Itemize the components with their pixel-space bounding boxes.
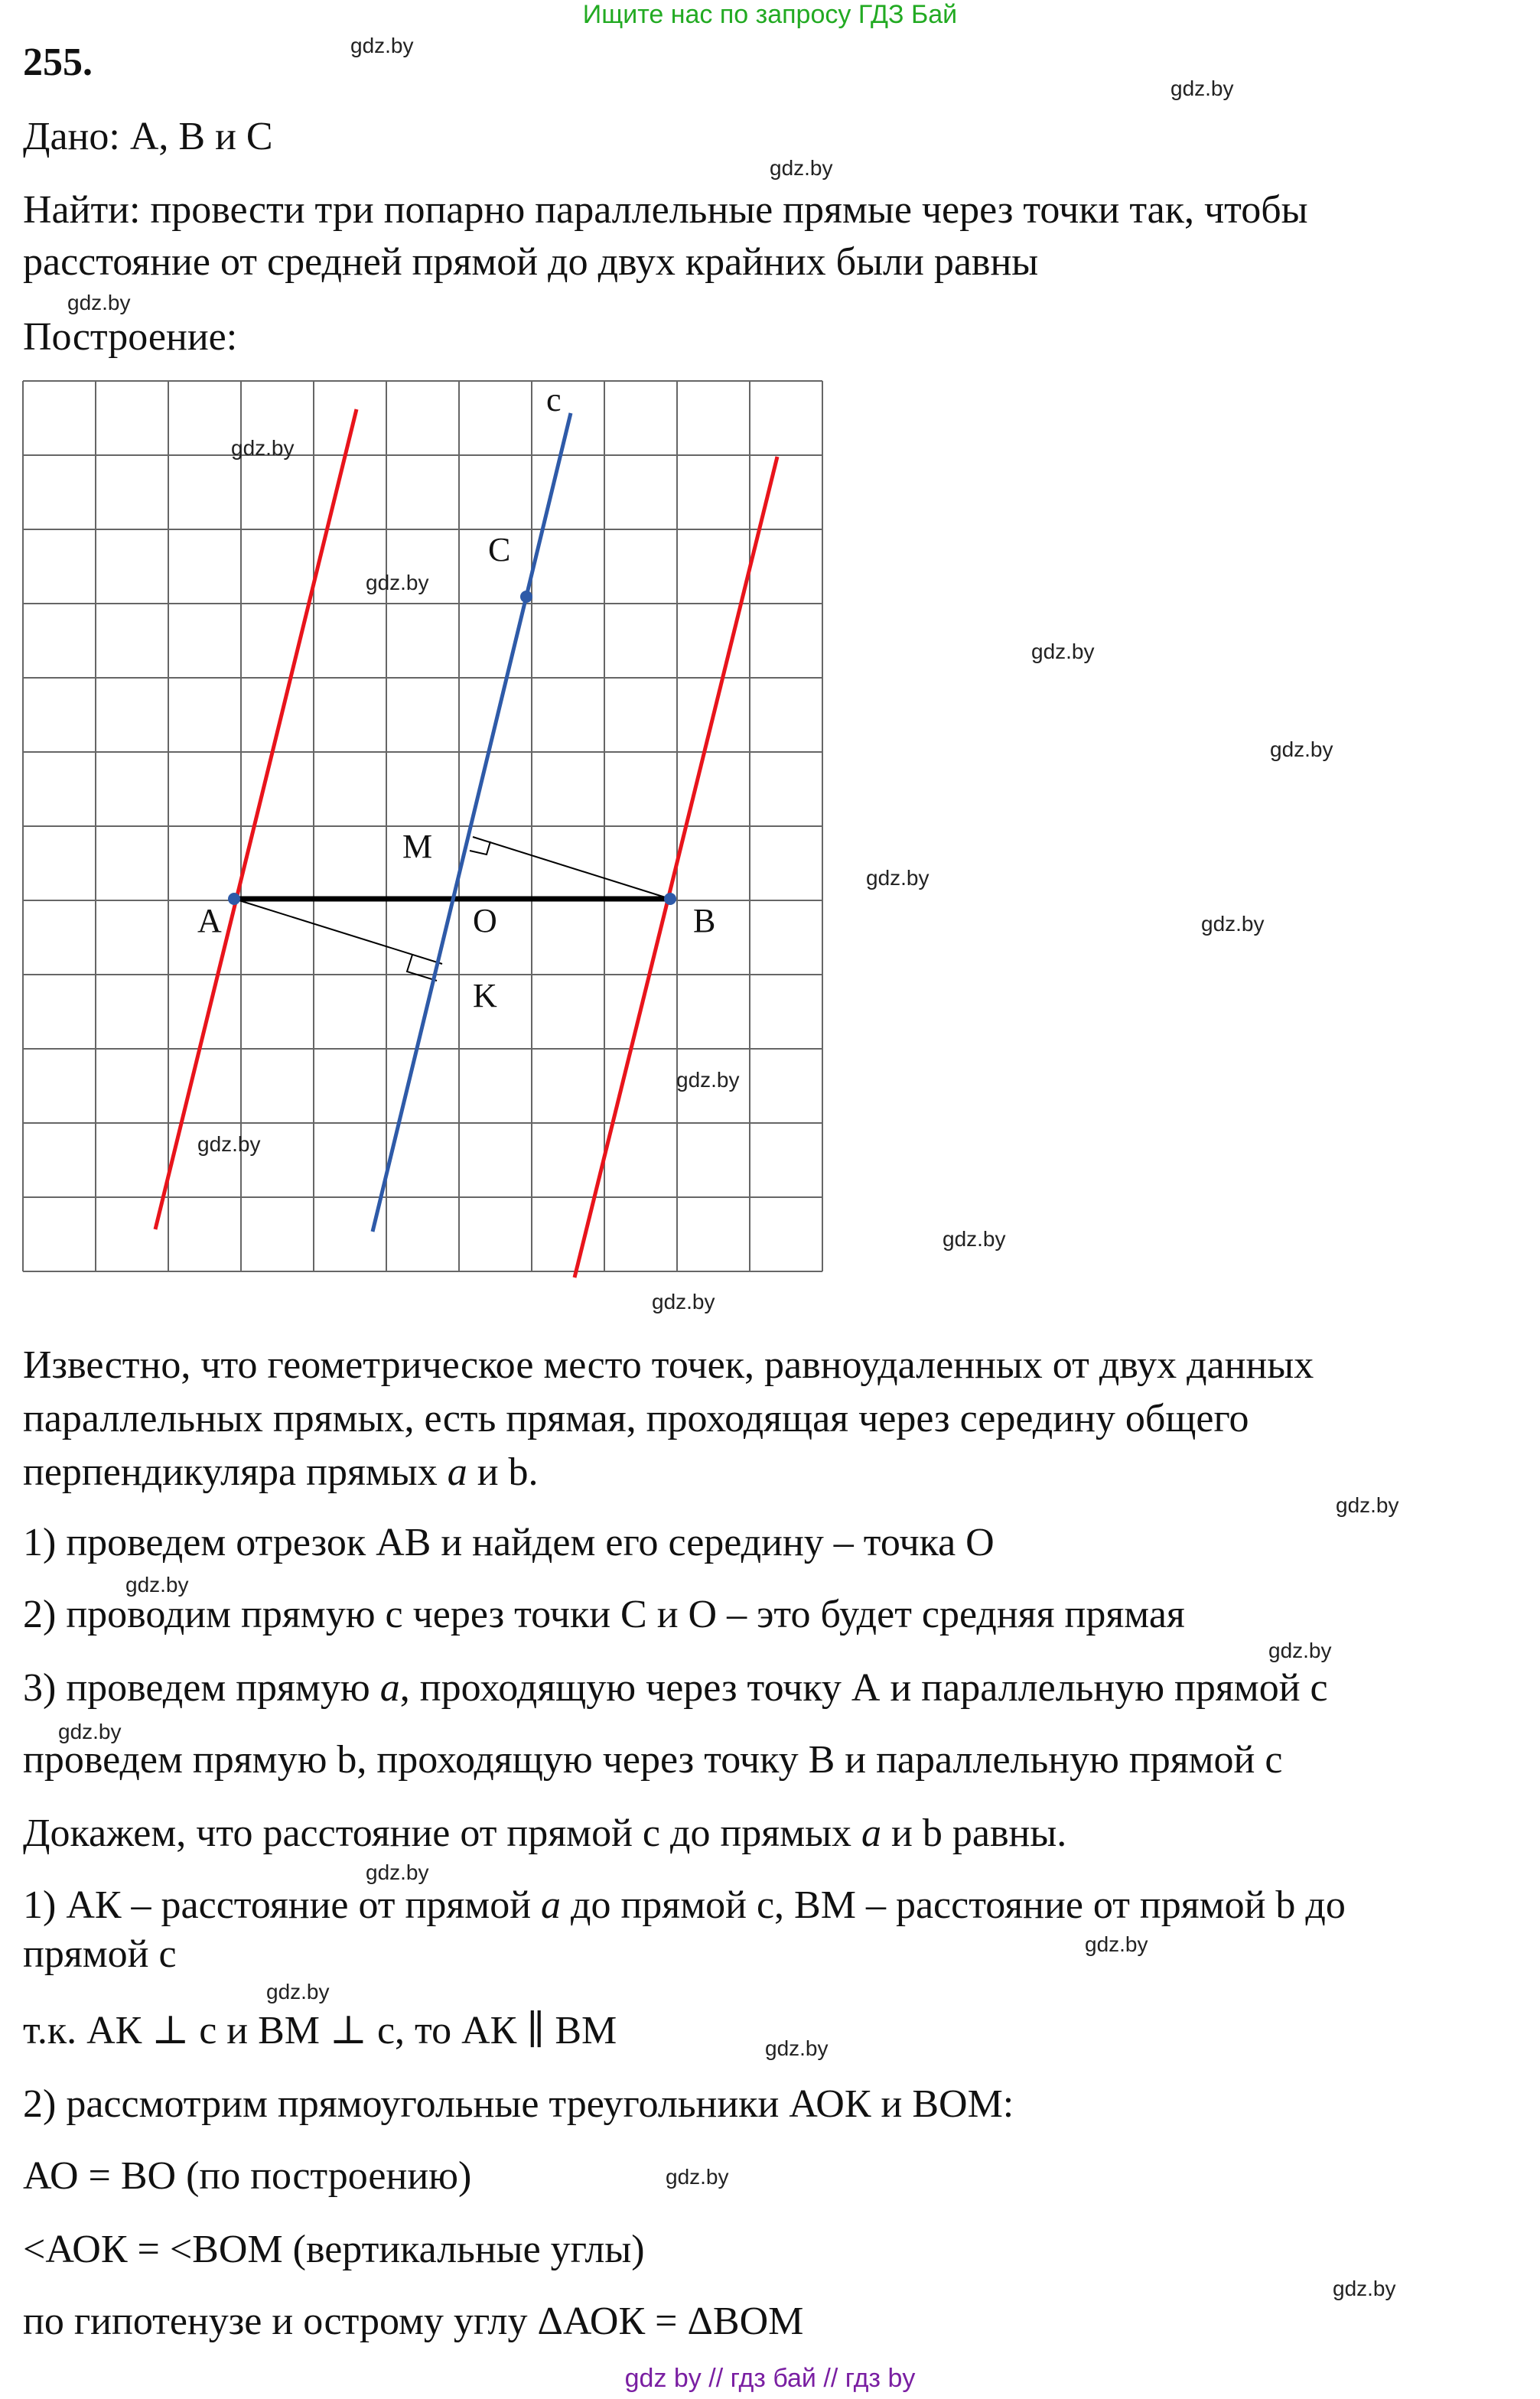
label-O: O <box>473 902 497 939</box>
proof-intro: Докажем, что расстояние от прямой с до прямых a и b равны. <box>23 1811 1067 1855</box>
watermark: gdz.by <box>125 1573 189 1597</box>
proof-conclusion: по гипотенузе и острому углу ΔАОК = ΔВОМ <box>23 2300 804 2343</box>
proof-ao: АО = ВО (по построению) <box>23 2154 472 2198</box>
proof-1-line1: 1) АК – расстояние от прямой a до прямой с, ВМ – расстояние от прямой b до <box>23 1883 1346 1927</box>
grid <box>23 381 822 1271</box>
watermark: gdz.by <box>67 291 131 314</box>
watermark: gdz.by <box>1336 1493 1399 1517</box>
watermark: gdz.by <box>666 2165 729 2189</box>
watermark: gdz.by <box>350 34 414 57</box>
body-p1-line2: параллельных прямых, есть прямая, проходящая через середину общего <box>23 1397 1249 1440</box>
right-angle-m <box>470 841 490 854</box>
body-p1-line1: Известно, что геометрическое место точек, равноудаленных от двух данных <box>23 1343 1314 1387</box>
watermark: gdz.by <box>1170 76 1234 100</box>
watermark: gdz.by <box>197 1132 261 1156</box>
watermark: gdz.by <box>366 1860 429 1884</box>
point-b <box>664 893 676 905</box>
proof-2: 2) рассмотрим прямоугольные треугольники АОК и ВОМ: <box>23 2082 1014 2126</box>
watermark: gdz.by <box>770 156 833 180</box>
watermark: gdz.by <box>866 866 930 890</box>
problem-number: 255. <box>23 41 93 84</box>
find-line-2: расстояние от средней прямой до двух крайних были равны <box>23 240 1039 284</box>
label-K: K <box>473 977 497 1014</box>
perpendicular-bm <box>473 837 670 899</box>
watermark: gdz.by <box>266 1980 330 2004</box>
construction-label: Построение: <box>23 315 238 359</box>
point-c <box>520 591 532 603</box>
watermark: gdz.by <box>1333 2277 1396 2300</box>
label-B: B <box>693 902 716 939</box>
watermark: gdz.by <box>652 1290 715 1313</box>
label-c: c <box>546 381 562 418</box>
point-a <box>228 893 240 905</box>
label-C: C <box>488 531 511 568</box>
label-M: M <box>402 828 433 865</box>
footer-links[interactable]: gdz by // гдз бай // гдз by <box>624 2364 916 2393</box>
step-3: 3) проведем прямую a, проходящую через точку А и параллельную прямой с <box>23 1666 1328 1710</box>
proof-1-line2: прямой с <box>23 1932 177 1976</box>
line-c <box>373 413 571 1232</box>
watermark: gdz.by <box>231 436 295 460</box>
perpendicular-ak <box>234 899 442 964</box>
watermark: gdz.by <box>1268 1639 1332 1662</box>
step-2: 2) проводим прямую с через точки С и О – это будет средняя прямая <box>23 1593 1185 1636</box>
given-line: Дано: A, B и C <box>23 115 273 158</box>
step-1: 1) проведем отрезок AB и найдем его середину – точка О <box>23 1521 995 1564</box>
watermark: gdz.by <box>1270 737 1333 761</box>
watermark: gdz.by <box>1031 640 1095 663</box>
find-line-1: Найти: провести три попарно параллельные прямые через точки так, чтобы <box>23 188 1308 232</box>
body-p1-line3: перпендикуляра прямых a и b. <box>23 1450 539 1494</box>
watermark: gdz.by <box>1085 1932 1148 1956</box>
watermark: gdz.by <box>58 1720 122 1743</box>
watermark: gdz.by <box>676 1068 740 1092</box>
proof-angles: <АОК = <ВОМ (вертикальные углы) <box>23 2228 645 2271</box>
line-a <box>155 409 357 1229</box>
watermark: gdz.by <box>1201 912 1265 936</box>
search-hint[interactable]: Ищите нас по запросу ГДЗ Бай <box>582 0 958 29</box>
label-A: A <box>197 902 222 939</box>
watermark: gdz.by <box>943 1227 1006 1251</box>
watermark: gdz.by <box>366 571 429 594</box>
watermark: gdz.by <box>765 2036 829 2060</box>
step-4: проведем прямую b, проходящую через точку В и параллельную прямой с <box>23 1738 1283 1782</box>
proof-tk: т.к. АК ⊥ с и ВМ ⊥ с, то АК ∥ ВМ <box>23 2009 617 2052</box>
